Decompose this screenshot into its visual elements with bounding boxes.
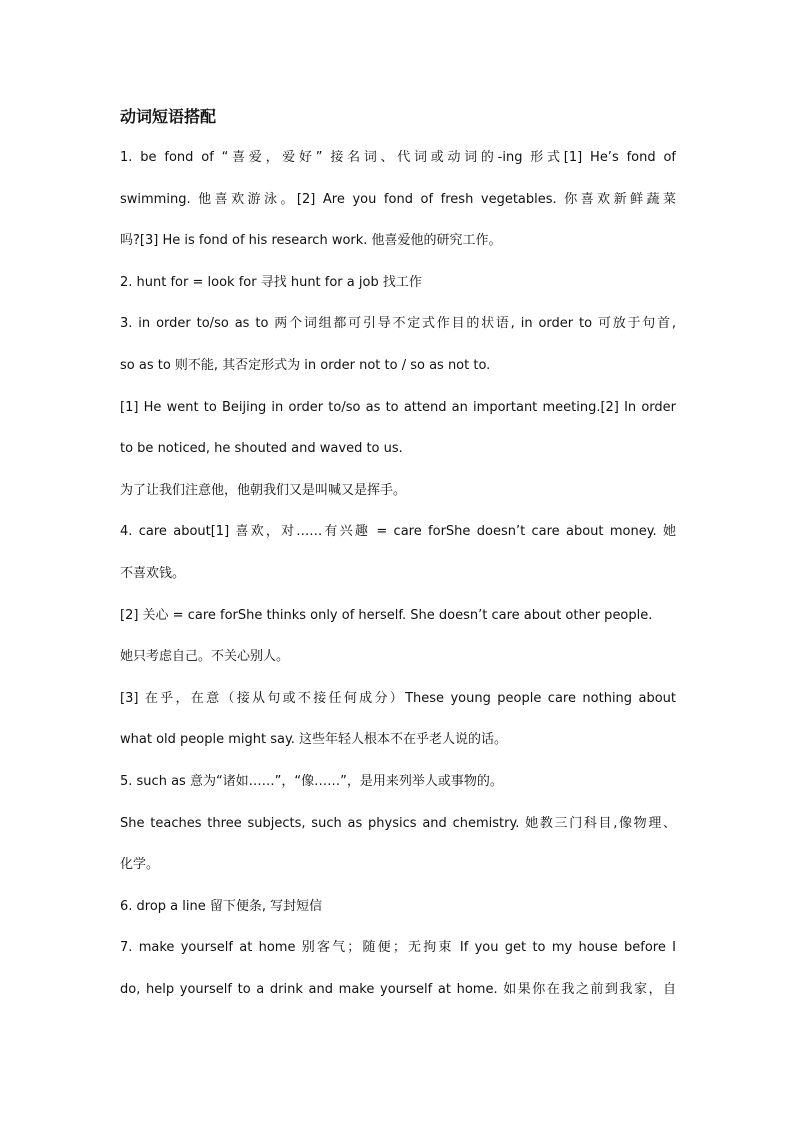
text-line: so as to 则不能, 其否定形式为 in order not to / so as not to. — [120, 357, 491, 373]
text-line: 2. hunt for = look for 寻找 hunt for a job 找工作 — [120, 274, 422, 290]
text-line: 吗?[3] He is fond of his research work. 他喜爱他的研究工作。 — [120, 233, 502, 249]
text-line: do, help yourself to a drink and make yourself at home. 如果你在我之前到我家，自 — [120, 981, 676, 997]
document-title: 动词短语搭配 — [120, 107, 217, 126]
text-line: 3. in order to/so as to 两个词组都可引导不定式作目的状语, in order to 可放于句首, — [120, 316, 676, 332]
text-line: 7. make yourself at home 别客气；随便；无拘束 If you get to my house before I — [120, 940, 676, 956]
text-line: 1. be fond of “喜爱，爱好” 接名词、代词或动词的-ing 形式[1] He’s fond of — [120, 150, 676, 165]
text-line: what old people might say. 这些年轻人根本不在乎老人说的话。 — [120, 732, 508, 748]
text-line: 化学。 — [120, 857, 160, 873]
text-line: 她只考虑自己。不关心别人。 — [120, 649, 290, 665]
text-line: 为了让我们注意他，他朝我们又是叫喊又是挥手。 — [120, 482, 407, 498]
text-line: swimming. 他喜欢游泳。[2] Are you fond of fresh vegetables. 你喜欢新鲜蔬菜 — [120, 191, 676, 207]
text-line: She teaches three subjects, such as physics and chemistry. 她教三门科目,像物理、 — [120, 815, 676, 831]
text-line: 5. such as 意为“诸如……”，“像……”，是用来列举人或事物的。 — [120, 773, 503, 789]
text-line: 4. care about[1] 喜欢，对……有兴趣 = care forShe doesn’t care about money. 她 — [120, 524, 676, 540]
text-line: 6. drop a line 留下便条, 写封短信 — [120, 898, 323, 914]
text-line: to be noticed, he shouted and waved to us. — [120, 441, 403, 457]
text-line: [3] 在乎，在意（接从句或不接任何成分）These young people care nothing about — [120, 690, 676, 706]
text-line: [2] 关心 = care forShe thinks only of herself. She doesn’t care about other people. — [120, 607, 653, 623]
text-line: [1] He went to Beijing in order to/so as to attend an important meeting.[2] In order — [120, 399, 676, 415]
text-line: 不喜欢钱。 — [120, 565, 186, 581]
document-page — [120, 103, 676, 1010]
